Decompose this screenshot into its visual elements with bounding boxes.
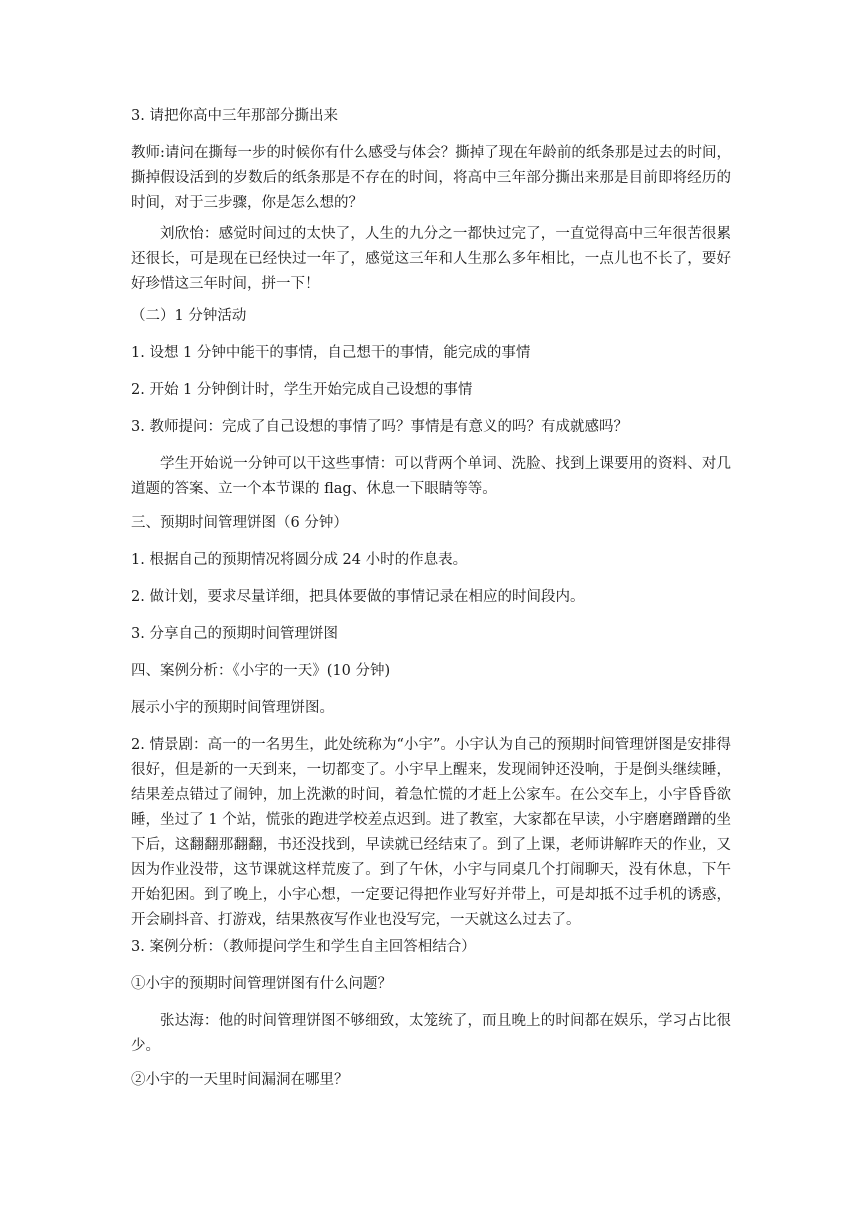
list-item: 2. 开始 1 分钟倒计时，学生开始完成自己设想的事情 [131,382,473,398]
section-one-minute-heading: （二）1 分钟活动 [131,308,247,324]
list-item: 3. 分享自己的预期时间管理饼图 [131,626,338,642]
student-answer-paragraph: 刘欣怡：感觉时间过的太快了，人生的九分之一都快过完了，一直觉得高中三年很苦很累还很长，可是现在已经快过一年了，感觉这三年和人生那么多年相比，一点儿也不长了，要好好珍惜这三年时间，拼一下！ [131,226,731,292]
section-three-heading: 三、预期时间管理饼图（6 分钟） [131,515,348,531]
section-four-heading: 四、案例分析：《小宇的一天》(10 分钟) [131,663,391,679]
list-item: 3. 教师提问：完成了自己设想的事情了吗？事情是有意义的吗？有成就感吗？ [131,419,628,435]
list-item: 2. 做计划，要求尽量详细，把具体要做的事情记录在相应的时间段内。 [131,589,585,605]
question-two: ②小宇的一天里时间漏洞在哪里？ [131,1072,349,1088]
list-item: 1. 设想 1 分钟中能干的事情，自己想干的事情，能完成的事情 [131,345,531,361]
student-activity-paragraph: 学生开始说一分钟可以干这些事情：可以背两个单词、洗脸、找到上课要用的资料、对几道题的答案、立一个本节课的 flag、休息一下眼睛等等。 [131,456,731,497]
student-answer-paragraph: 张达海：他的时间管理饼图不够细致，太笼统了，而且晚上的时间都在娱乐，学习占比很少。 [131,1013,731,1054]
question-one: ①小宇的预期时间管理饼图有什么问题？ [131,976,392,992]
pie-chart-intro: 展示小宇的预期时间管理饼图。 [131,700,334,716]
case-analysis-heading: 3. 案例分析：（教师提问学生和学生自主回答相结合） [131,939,476,955]
teacher-question-paragraph: 教师:请问在撕每一步的时候你有什么感受与体会？撕掉了现在年龄前的纸条那是过去的时间，撕掉假设活到的岁数后的纸条那是不存在的时间，将高中三年部分撕出来那是目前即将经历的时间，对于三步骤，你是怎么想的？ [131,145,731,211]
list-item: 1. 根据自己的预期情况将圆分成 24 小时的作息表。 [131,552,468,568]
step-3-heading: 3. 请把你高中三年那部分撕出来 [131,108,338,124]
skit-paragraph: 2. 情景剧：高一的一名男生，此处统称为“小宇”。小宇认为自己的预期时间管理饼图是安排得很好，但是新的一天到来，一切都变了。小宇早上醒来，发现闹钟还没响，于是倒头继续睡，结果差点错过了闹钟，加上洗漱的时间，着急忙慌的才赶上公家车。在公交车上，小宇昏昏欲睡，坐过了 1 个站，慌张的跑进学校差点迟到。进了教室，大家都在早读，小宇磨磨蹭蹭的坐下后，这翻翻那翻翻，书还没找到，早读就已经结束了。到了上课，老师讲解昨天的作业，又因为作业没带，这节课就这样荒废了。到了午休，小宇与同桌几个打闹聊天，没有休息，下午开始犯困。到了晚上，小宇心想，一定要记得把作业写好并带上，可是却抵不过手机的诱惑，开会刷抖音、打游戏，结果熬夜写作业也没写完，一天就这么过去了。 [131,737,731,928]
